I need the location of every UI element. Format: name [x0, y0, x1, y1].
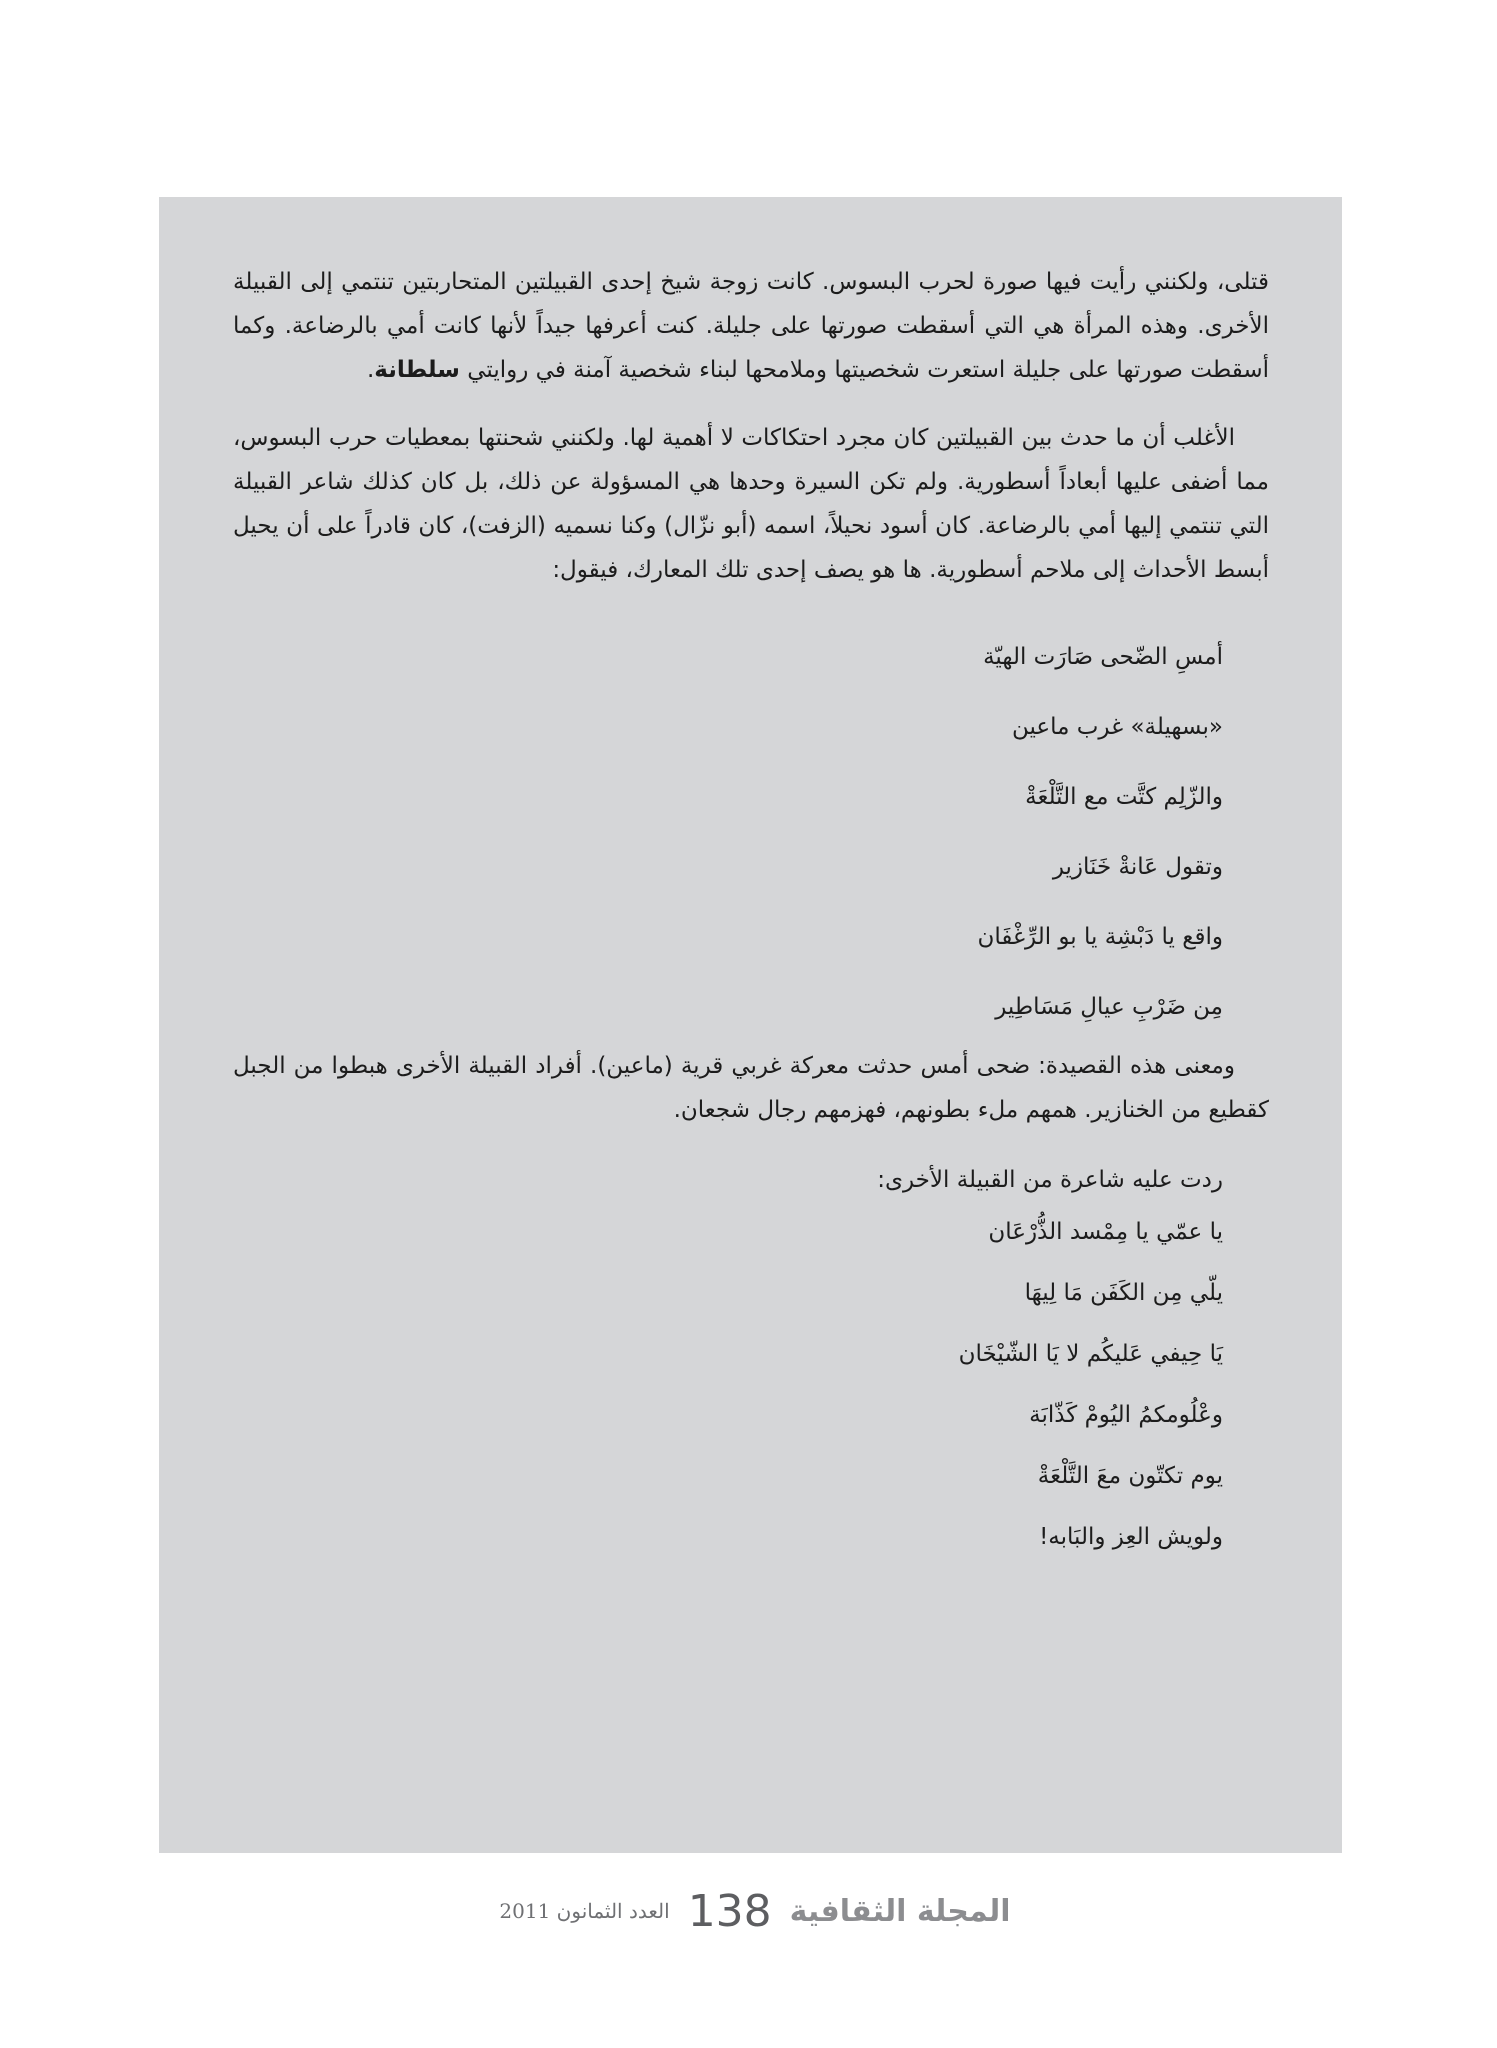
paragraph-3: ومعنى هذه القصيدة: ضحى أمس حدثت معركة غربي قرية (ماعين). أفراد القبيلة الأخرى هبطوا من الجبل كقطيع من الخنازير. همهم ملء بطونهم، فهزمهم رجال شجعان.	[233, 1053, 1269, 1123]
article-body	[233, 260, 1269, 1568]
poem-1-line: وتقول عَانةْ خَنَازير	[1052, 854, 1223, 880]
magazine-name: المجلة الثقافية	[789, 1893, 1011, 1929]
poem-1-line: واقع يا دَبْشِة يا بو الرِّغْفَان	[977, 924, 1223, 950]
poem-1	[233, 622, 1223, 1042]
paragraph-1-end: .	[366, 357, 375, 383]
poem-1-line: «بسهيلة» غرب ماعين	[1011, 714, 1223, 740]
poem-2	[233, 1202, 1223, 1568]
poem-2-line: يَا حِيفي عَليكُم لا يَا الشّيْخَان	[958, 1341, 1223, 1367]
novel-title: سلطانة	[374, 357, 460, 383]
poem-2-line: يا عمّي يا مِمْسد الذُّرْعَان	[988, 1219, 1223, 1245]
poem-2-line: وعْلُومكمُ اليُومْ كَذّابَة	[1029, 1402, 1223, 1428]
poem-2-line: ولويش العِز والبَابه!	[1039, 1524, 1223, 1550]
page-footer	[430, 1881, 1080, 1941]
poem-1-line: مِن ضَرْبِ عيالِ مَسَاطِير	[995, 994, 1223, 1020]
poem-2-line: يلّي مِن الكَفَن مَا لِيهَا	[1024, 1280, 1223, 1306]
poem-2-line: يوم تكتّون معَ التَّلْعَةْ	[1037, 1463, 1223, 1489]
page-number: 138	[687, 1885, 772, 1937]
paragraph-1-text: قتلى، ولكنني رأيت فيها صورة لحرب البسوس. كانت زوجة شيخ إحدى القبيلتين المتحاربتين تنتمي إلى القبيلة الأخرى. وهذه المرأة هي التي أسقطت صورتها على جليلة. كنت أعرفها جيداً لأنها كانت أمي بالرضاعة. وكما أسقطت صورتها على جليلة استعرت شخصيتها وملامحها لبناء شخصية آمنة في روايتي	[233, 269, 1269, 383]
paragraph-1	[233, 260, 1269, 392]
poem-2-intro: ردت عليه شاعرة من القبيلة الأخرى:	[877, 1167, 1223, 1193]
poem-1-line: والزّلِم كتَّت مع التَّلْعَةْ	[1025, 784, 1223, 810]
poem-1-line: أمسِ الضّحى صَارَت الهيّة	[983, 644, 1223, 670]
paragraph-2: الأغلب أن ما حدث بين القبيلتين كان مجرد احتكاكات لا أهمية لها. ولكنني شحنتها بمعطيات حرب البسوس، مما أضفى عليها أبعاداً أسطورية. ولم تكن السيرة وحدها هي المسؤولة عن ذلك، بل كان كذلك شاعر القبيلة التي تنتمي إليها أمي بالرضاعة. كان أسود نحيلاً، اسمه (أبو نزّال) وكنا نسميه (الزفت)، كان قادراً على أن يحيل أبسط الأحداث إلى ملاحم أسطورية. ها هو يصف إحدى تلك المعارك، فيقول:	[233, 425, 1269, 583]
issue-label: العدد الثمانون 2011	[499, 1899, 670, 1923]
